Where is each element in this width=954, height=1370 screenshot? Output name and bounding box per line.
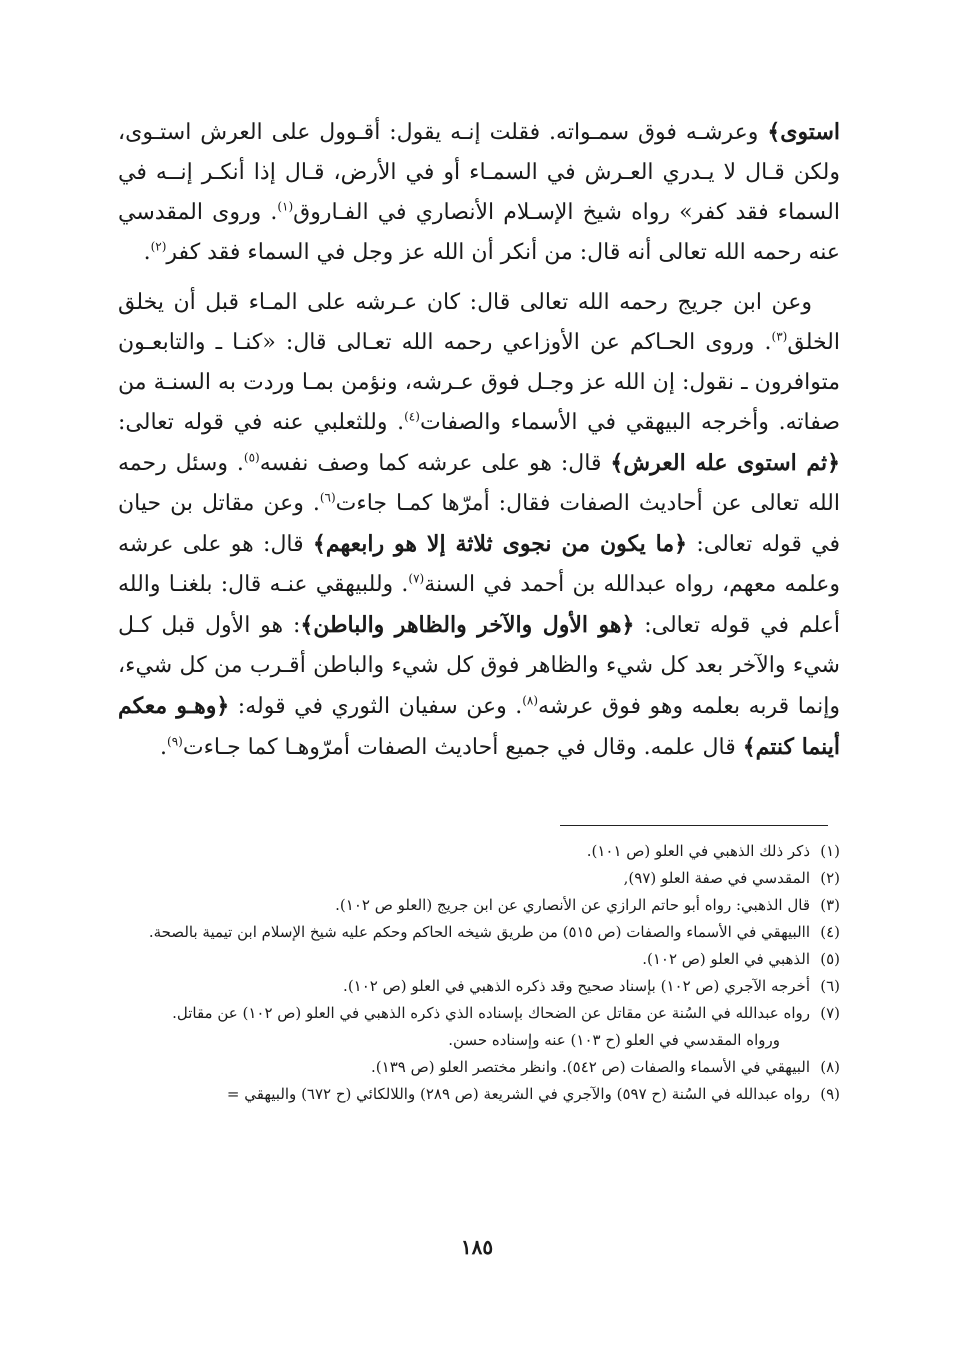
footnote-text: ورواه المقدسي في العلو (ح ١٠٣) عنه وإسناده حسن. [448,1031,780,1049]
main-text [118,112,840,768]
quran-quote-3: ﴿هو الأول والآخر والظاهر والباطن﴾ [300,612,635,638]
p2-text-9: : هو الأول قبل كـل شيء والآخر بعد كل شيء والظاهر فوق كل شيء والباطن أقـرب من كل شيء، وإنما قربه بعلمه وهو فوق عرشه [118,613,840,719]
footnote-ref-7: (٧) [408,571,425,586]
footnote-ref-9: (٩) [167,734,183,749]
footnote-1 [110,838,840,865]
p2-text-2: . وروى الحـاكم عن الأوزاعي رحمه الله تعـالى قال: «كنـا ـ والتابعـون متوافرون ـ نقول: إن الله عز وجـل فوق عـرشه، ونؤمن بمـا وردت به السنـة من صفاته. وأخرجه البيهقي في الأسماء والصفات [118,330,841,435]
footnote-number: (٥) [820,950,840,968]
p2-text-7: قال: هو على عرشه وعلمه معهم، رواه عبدالله بن أحمد في السنة [118,532,841,597]
quran-quote: استوى﴾ [767,119,840,145]
footnote-4 [110,919,840,946]
p1-line-3-after: . وروى المقدسي [118,200,278,225]
footnote-number: (١) [820,842,840,860]
footnote-number: (٢) [820,869,840,887]
p1-line-3-text: السماء فقد كفر» رواه شيخ الإسـلام الأنصاري في الفـاروق [293,200,840,225]
quran-quote-4: ﴿وهـو معكم أينما كنتم﴾ [118,693,840,760]
footnote-6 [110,973,840,1000]
p1-line-1-text: وعرشـه فوق سمـواته. فقلت إنـه يقول: أقـوول على العرش استـوى، [118,120,768,145]
p1-line-4 [144,240,840,265]
p1-line-4-after: . [143,240,151,265]
footnote-ref-1: (١) [277,199,294,214]
footnote-number: (٨) [820,1058,840,1076]
footnote-number: (٩) [820,1085,840,1103]
footnote-text: االبيهقي في الأسماء والصفات (ص ٥١٥) من طريق شيخه الحاكم وحكم عليه شيخ الإسلام ابن تيمية بالصحة. [148,923,810,941]
footnote-7-continuation [110,1027,840,1054]
footnote-2 [110,865,840,892]
p2-text-6: . وعن مقاتل بن حيان في قوله تعالى: [118,491,841,557]
footnote-5 [110,946,840,973]
footnote-text: الذهبي في العلو (ص ١٠٢). [642,950,810,968]
paragraph-1 [118,112,840,273]
footnote-text: قال الذهبي: رواه أبو حاتم الرازي عن الأنصاري عن ابن جريج (العلو ص ١٠٢). [335,896,810,914]
footnote-3 [110,892,840,919]
p2-text-11: قال علمه. وقال في جميع أحاديث الصفات أمرّوهـا كما جـاءت [182,735,743,760]
p2-text-4: قال: هو على عرشه كما وصف نفسه [259,451,611,476]
footnote-text: البيهقي في الأسماء والصفات (ص ٥٤٢). وانظر مختصر العلو (ص ١٣٩). [371,1058,810,1076]
footnote-ref-5: (٥) [243,450,260,465]
page-number: ١٨٥ [460,1235,494,1259]
footnote-text: ذكر ذلك الذهبي في العلو (ص ١٠١). [586,842,810,860]
footnote-number: (٦) [820,977,840,995]
p1-line-4-text: عنه رحمه الله تعالى أنه قال: من أنكر أن الله عز وجل في السماء فقد كفر [166,240,840,265]
p1-line-1 [118,120,840,145]
footnote-text: المقدسي في صفة العلو (٩٧), [623,869,810,887]
footnote-7 [110,1000,840,1027]
footnote-ref-4: (٤) [404,409,420,424]
footnote-ref-3: (٣) [771,329,788,344]
footnote-text: رواه عبدالله في السُنة (ح ٥٩٧) والآجري في الشريعة (ص ٢٨٩) واللالكائي (ح ٦٧٢) والبيهقي = [226,1085,810,1103]
footnote-number: (٧) [820,1004,840,1022]
footnote-ref-8: (٨) [522,693,539,708]
p2-text-3: . وللثعلبي عنه في قوله تعالى: [118,410,405,435]
footnotes [110,838,840,1108]
footnote-number: (٤) [820,923,840,941]
p2-text-8: . وللبيهقي عنـه قال: بلغنـا والله أعلم في قوله تعالى: [118,572,840,638]
p1-line-2: ولكن قـال لا يـدري العـرش في السمـاء أو في الأرض، قـال إذا أنكـر إنــه في [118,160,840,185]
paragraph-2 [118,283,840,768]
footnote-ref-2: (٢) [150,239,167,254]
quran-quote-2: ﴿ما يكون من نجوى ثلاثة إلا هو رابعهم﴾ [312,531,688,557]
footnote-text: رواه عبدالله في السُنة عن مقاتل عن الضحاك بإسناده الذي ذكره الذهبي في العلو (ص ١٠٢) عن مقاتل. [172,1004,810,1022]
quran-quote-1: ﴿ثم استوى عله العرش﴾ [610,450,840,476]
footnote-8 [110,1054,840,1081]
footnote-9 [110,1081,840,1108]
p2-text-1: وعن ابن جريج رحمه الله تعالى قال: كان عـرشه على المـاء قبل أن يخلق الخلق [118,290,840,355]
p2-text-12: . [160,735,168,760]
p1-line-3 [118,200,840,225]
footnote-text: أخرجه الآجري (ص ١٠٢) بإسناد صحيح وقد ذكره الذهبي في العلو (ص ١٠٢). [343,977,810,995]
footnote-ref-6: (٦) [319,490,336,505]
p2-text-10: . وعن سفيان الثوري في قوله: [229,694,523,719]
p2-text-5: . وسئل رحمه الله تعالى عن أحاديث الصفات فقال: أمرّها كمـا جاءت [118,451,840,516]
footnote-number: (٣) [820,896,840,914]
footnote-divider [560,825,828,826]
